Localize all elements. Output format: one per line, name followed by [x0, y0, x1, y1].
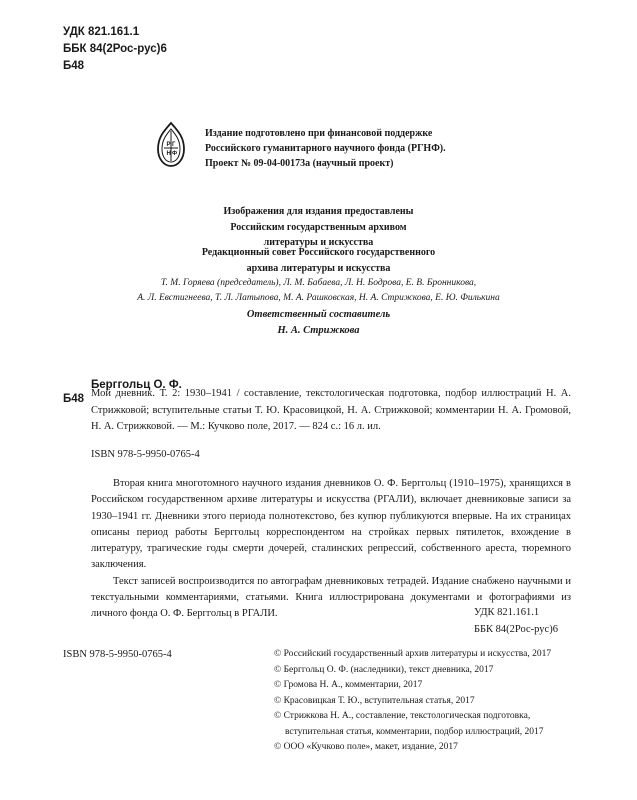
bib-text: Мой дневник. Т. 2: 1930–1941 / составление, текстологическая подготовка, подбор иллюстраций Н. А. Стрижковой; вступительные статьи Т. Ю. Красовицкой, Н. А. Стрижковой; комментарии Н. А. Громовой, Н. А. Стрижковой. — М.: Кучково поле, 2017. — 824 с.: 16 л. ил. — [91, 388, 571, 432]
annotation — [91, 476, 571, 623]
bib-author-sign: Б48 — [63, 393, 85, 405]
rgnf-logo-icon — [154, 121, 188, 169]
udk-code-bottom: УДК 821.161.1 — [474, 607, 540, 618]
bbk-code: ББК 84(2Рос-рус)6 — [63, 43, 167, 55]
images-credit — [0, 204, 637, 251]
copyright-line: © Громова Н. А., комментарии, 2017 — [274, 680, 423, 690]
copyright-line: © ООО «Кучково поле», макет, издание, 2017 — [274, 742, 458, 752]
svg-text:Г: Г — [172, 142, 176, 148]
author-sign: Б48 — [63, 60, 85, 72]
annotation-paragraph: Текст записей воспроизводится по автографам дневниковых тетрадей. Издание снабжено научными и текстуальными комментариями, статьями. Книга иллюстрирована документами и фотографиями из личного фонда О. Ф. Берггольц в РГАЛИ. — [91, 575, 571, 620]
funding-line: Издание подготовлено при финансовой поддержке — [205, 128, 433, 139]
images-credit-line: литературы и искусства — [263, 237, 374, 248]
svg-text:Н: Н — [166, 151, 171, 157]
copyright-line: вступительная статья, комментарии, подбор иллюстраций, 2017 — [285, 726, 544, 737]
bib-author: Берггольц О. Ф. — [91, 379, 182, 391]
isbn-bottom: ISBN 978-5-9950-0765-4 — [63, 649, 172, 660]
editorial-council-title — [0, 245, 637, 276]
funding-line: Российского гуманитарного научного фонда (РГНФ). — [205, 143, 446, 154]
bib-description — [91, 386, 571, 436]
council-members-line: А. Л. Евстигнеева, Т. Л. Латыпова, М. А. Рашковская, Н. А. Стрижкова, Е. Ю. Филькина — [137, 293, 500, 303]
responsible-compiler — [0, 307, 637, 338]
copyright-line: © Берггольц О. Ф. (наследники), текст дневника, 2017 — [274, 664, 494, 675]
editorial-council-members — [0, 276, 637, 306]
bbk-code-bottom: ББК 84(2Рос-рус)6 — [474, 624, 558, 635]
council-title-line: архива литературы и искусства — [246, 262, 391, 274]
copyright-line: © Стрижкова Н. А., составление, текстологическая подготовка, — [274, 711, 531, 721]
annotation-paragraph: Вторая книга многотомного научного издания дневников О. Ф. Берггольц (1910–1975), хранящихся в Российском государственном архиве литературы и искусства (РГАЛИ), включает дневниковые записи за 1930–1941 гг. Дневники этого периода полнотекстово, без купюр публикуются впервые. На их страницах описаны период работы Берггольц корреспондентом на стройках первых пятилеток, вхождение в литературу, трагические годы смерти дочерей, сталинских репрессий, собственного ареста, тюремного заключения. — [91, 478, 571, 571]
images-credit-line: Российским государственным архивом — [230, 221, 407, 233]
svg-text:Р: Р — [166, 142, 171, 148]
copyright-list — [274, 647, 574, 756]
council-members-line: Т. М. Горяева (председатель), Л. М. Бабаева, Л. Н. Бодрова, Е. В. Бронникова, — [160, 278, 477, 288]
classification-bottom — [474, 604, 558, 638]
responsible-label: Ответственный составитель — [246, 309, 391, 320]
copyright-line: © Российский государственный архив литературы и искусства, 2017 — [274, 649, 552, 659]
council-title-line: Редакционный совет Российского государственного — [201, 247, 436, 258]
bib-isbn: ISBN 978-5-9950-0765-4 — [91, 449, 200, 460]
responsible-name: Н. А. Стрижкова — [277, 324, 360, 336]
images-credit-line: Изображения для издания предоставлены — [223, 206, 414, 217]
classification-block — [63, 24, 167, 75]
copyright-line: © Красовицкая Т. Ю., вступительная статья, 2017 — [274, 695, 475, 706]
funding-line: Проект № 09-04-00173а (научный проект) — [205, 158, 394, 169]
funding-note — [205, 126, 505, 171]
udk-code: УДК 821.161.1 — [63, 26, 140, 38]
svg-text:Ф: Ф — [172, 151, 178, 157]
